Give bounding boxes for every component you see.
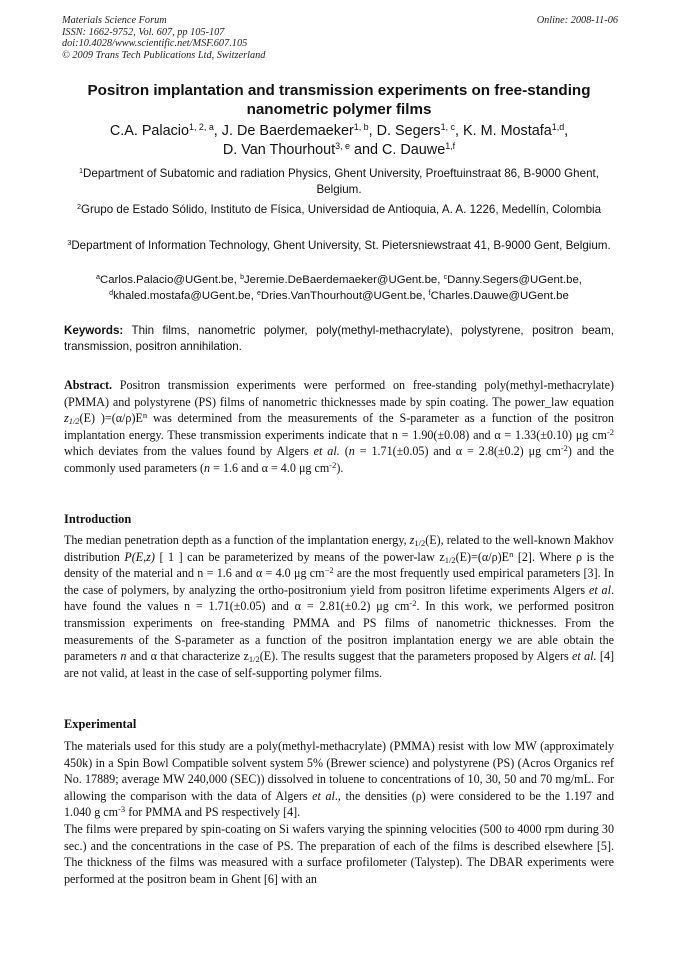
keywords-section bbox=[64, 323, 614, 356]
abstract-text: which deviates from the values found by Algers bbox=[64, 444, 309, 459]
affiliation-1 bbox=[64, 166, 614, 199]
abstract-italic: n bbox=[204, 460, 211, 475]
abstract-text: was determined from the measurements of the S-parameter as a function of the positron implantation energy. These transmission experiments indicate that bbox=[64, 411, 614, 442]
abstract-sup: -2 bbox=[560, 443, 568, 454]
abstract-section bbox=[64, 377, 614, 477]
exp-text: ., the densities (ρ) were considered to be the 1.197 and 1.040 g cm bbox=[64, 788, 614, 820]
intro-italic: et al bbox=[588, 582, 611, 597]
author-name: C.A. Palacio bbox=[109, 123, 190, 139]
abstract-text: and α = 1.33(±0.10) μg cm bbox=[473, 427, 607, 442]
author-list: C.A. Palacio$^{1, 2, a}$, J. De Baerdemaeker$^{1, b}$, D. Segers$^{1, c}$, K. M. Mostafa$^{1,d}$, D. Van Thourhout$^{3, e}$ and C. Dauwe$^{1,f}$ bbox=[109, 122, 569, 158]
abstract-label: Abstract. bbox=[64, 378, 113, 392]
affiliation-3 bbox=[64, 238, 614, 254]
email-mark: c bbox=[443, 274, 448, 282]
intro-text: The median penetration depth as a function of the implantation energy, bbox=[64, 533, 407, 547]
author-name: D. Van Thourhout bbox=[222, 142, 336, 158]
intro-sub: 1/2 bbox=[248, 654, 260, 665]
author-superscript: 1,f bbox=[445, 141, 456, 152]
affiliation-number: 2 bbox=[76, 202, 81, 212]
journal-doi: doi:10.4028/www.scientific.net/MSF.607.105 bbox=[62, 38, 248, 50]
email-link[interactable]: Carlos.Palacio@UGent.be, bbox=[99, 274, 237, 286]
abstract-sup: n bbox=[142, 409, 148, 420]
paper-title: Positron implantation and transmission experiments on free-standing nanometric polymer films bbox=[87, 82, 591, 118]
intro-text: [2]. Where ρ is the density of the material and n = 1.6 and α = 4.0 μg cm bbox=[64, 549, 614, 581]
experimental-paragraph bbox=[64, 738, 614, 821]
abstract-eq-sub: 1/2 bbox=[68, 416, 80, 427]
abstract-italic: et al. bbox=[313, 444, 340, 459]
intro-text: . have found the values n = 1.71(±0.05) and α = 2.81(±0.2) μg cm bbox=[64, 582, 614, 614]
abstract-text: ( bbox=[344, 444, 349, 459]
abstract-sup: -2 bbox=[329, 459, 337, 470]
intro-sup: −2 bbox=[324, 564, 334, 575]
abstract-text: (E) )=(α/ρ)E bbox=[79, 411, 143, 426]
exp-italic: et al bbox=[312, 788, 335, 803]
email-mark: b bbox=[240, 274, 244, 282]
abstract-italic: n bbox=[348, 444, 355, 459]
intro-sup: n bbox=[509, 548, 514, 559]
introduction-section bbox=[64, 532, 614, 681]
email-link[interactable]: Jeremie.DeBaerdemaeker@UGent.be, bbox=[243, 274, 441, 286]
journal-copyright: © 2009 Trans Tech Publications Ltd, Switzerland bbox=[62, 49, 266, 61]
journal-name: Materials Science Forum bbox=[62, 15, 167, 26]
intro-italic: P(E,z) bbox=[124, 549, 155, 564]
affiliation-number: 3 bbox=[67, 238, 72, 248]
email-link[interactable]: Danny.Segers@UGent.be, bbox=[447, 274, 582, 286]
author-superscript: 1, b bbox=[353, 122, 369, 133]
affiliation-text: Grupo de Estado Sólido, Instituto de Física, Universidad de Antioquia, A. A. 1226, Medellín, Colombia bbox=[80, 203, 602, 216]
intro-text: [4] are not valid, at least in the case of self-supporting polymer films. bbox=[64, 649, 615, 680]
intro-text: [ 1 ] can be parameterized by means of the power-law z bbox=[159, 549, 445, 564]
intro-text: (E)=(α/ρ)E bbox=[455, 549, 510, 564]
intro-text: and α that characterize z bbox=[129, 649, 249, 664]
exp-text: for PMMA and PS respectively [4]. bbox=[128, 805, 301, 820]
affiliation-2 bbox=[64, 202, 614, 218]
keywords-text: Thin films, nanometric polymer, poly(methyl-methacrylate), polystyrene, positron beam, transmission, positron annihilation. bbox=[64, 324, 615, 354]
experimental-heading: Experimental bbox=[64, 717, 137, 731]
author-superscript: 1, 2, a bbox=[189, 122, 214, 133]
intro-italic: n bbox=[120, 649, 127, 664]
email-mark: d bbox=[109, 290, 114, 298]
online-date: Online: 2008-11-06 bbox=[536, 15, 618, 26]
affiliation-number: 1 bbox=[79, 166, 83, 176]
exp-text: The materials used for this study are a poly(methyl-methacrylate) (PMMA) resist with low MW (approximately 450k) in a Spin Bowl Compatible solvent system 5% (Brewer science) and polystyrene (PS) (Acros Organics ref No. 17889; average MW 240,000 (SEC)) dissolved in toluene to concentrations of 10, 30, 50 and 70 mg/mL. For allowing the comparison with the data of Algers bbox=[64, 739, 614, 803]
author-superscript: 3, e bbox=[335, 141, 350, 152]
intro-sub: 1/2 bbox=[444, 554, 456, 565]
abstract-text: Positron transmission experiments were performed on free-standing poly(methyl-methacrylate) (PMMA) and polystyrene (PS) films of nanometric thicknesses made by spin coating. The power_law equation bbox=[64, 378, 615, 409]
abstract-eq: z bbox=[64, 411, 69, 426]
author-superscript: 1, c bbox=[440, 122, 455, 133]
abstract-sup: -2 bbox=[606, 426, 614, 437]
experimental-section bbox=[64, 738, 614, 887]
intro-text: (E). The results suggest that the parameters proposed by Algers bbox=[259, 649, 569, 664]
abstract-text: = 1.6 and α = 4.0 μg cm bbox=[213, 460, 330, 475]
abstract-text: = 1.71(±0.05) and α = 2.8(±0.2) μg cm bbox=[359, 444, 561, 459]
intro-text: are the most frequently used empirical parameters [3]. In the case of polymers, by analyzing the ortho-positronium yield from positron lifetime experiments Algers bbox=[64, 566, 614, 597]
email-mark: f bbox=[428, 290, 431, 298]
author-name: D. Segers bbox=[376, 123, 441, 139]
email-mark: e bbox=[256, 290, 261, 298]
intro-italic: et al. bbox=[572, 649, 597, 664]
affiliation-text: Department of Subatomic and radiation Physics, Ghent University, Proeftuinstraat 86, B-9000 Ghent, Belgium. bbox=[83, 167, 599, 197]
journal-issn: ISSN: 1662-9752, Vol. 607, pp 105-107 bbox=[62, 26, 225, 38]
intro-italic: z bbox=[409, 533, 415, 547]
intro-sub: 1/2 bbox=[414, 538, 426, 549]
introduction-heading: Introduction bbox=[64, 512, 132, 526]
experimental-paragraph: The films were prepared by spin-coating on Si wafers varying the spinning velocities (500 to 4000 rpm during 30 sec.) and the concentrations in the case of PS. The preparation of each of the films is described elsewhere [5]. The thickness of the films was measured with a surface profilometer (Talystep). The DBAR experiments were performed at the positron beam in Ghent [6] with an bbox=[64, 821, 614, 886]
abstract-text: ). bbox=[336, 460, 344, 475]
email-list bbox=[64, 272, 614, 305]
abstract-text: n = 1.90(±0.08) bbox=[391, 427, 470, 442]
journal-header bbox=[62, 15, 618, 61]
email-link[interactable]: khaled.mostafa@UGent.be, bbox=[113, 290, 254, 303]
author-name: K. M. Mostafa bbox=[462, 123, 552, 139]
intro-sup: -2 bbox=[409, 598, 417, 609]
keywords-label: Keywords: bbox=[64, 324, 124, 337]
exp-sup: -3 bbox=[118, 804, 126, 815]
author-name: C. Dauwe bbox=[382, 142, 446, 158]
intro-text: . In this work, we performed positron transmission experiments on free-standing PMMA and PS films of nanometric thicknesses. From the measurements of the S-parameter as a function of the positron implantation energy we are able obtain the parameters bbox=[64, 599, 614, 664]
affiliation-text: Department of Information Technology, Ghent University, St. Pietersniewstraat 41, B-9000 Gent, Belgium. bbox=[71, 239, 611, 252]
intro-text: (E), related to the well-known Makhov distribution bbox=[64, 533, 614, 564]
author-name: J. De Baerdemaeker bbox=[221, 123, 354, 139]
email-link[interactable]: Charles.Dauwe@UGent.be bbox=[430, 290, 569, 303]
email-link[interactable]: Dries.VanThourhout@UGent.be, bbox=[260, 290, 426, 303]
abstract-text: ) and the commonly used parameters ( bbox=[64, 444, 615, 475]
author-superscript: 1,d bbox=[551, 122, 565, 133]
email-mark: a bbox=[96, 274, 100, 282]
